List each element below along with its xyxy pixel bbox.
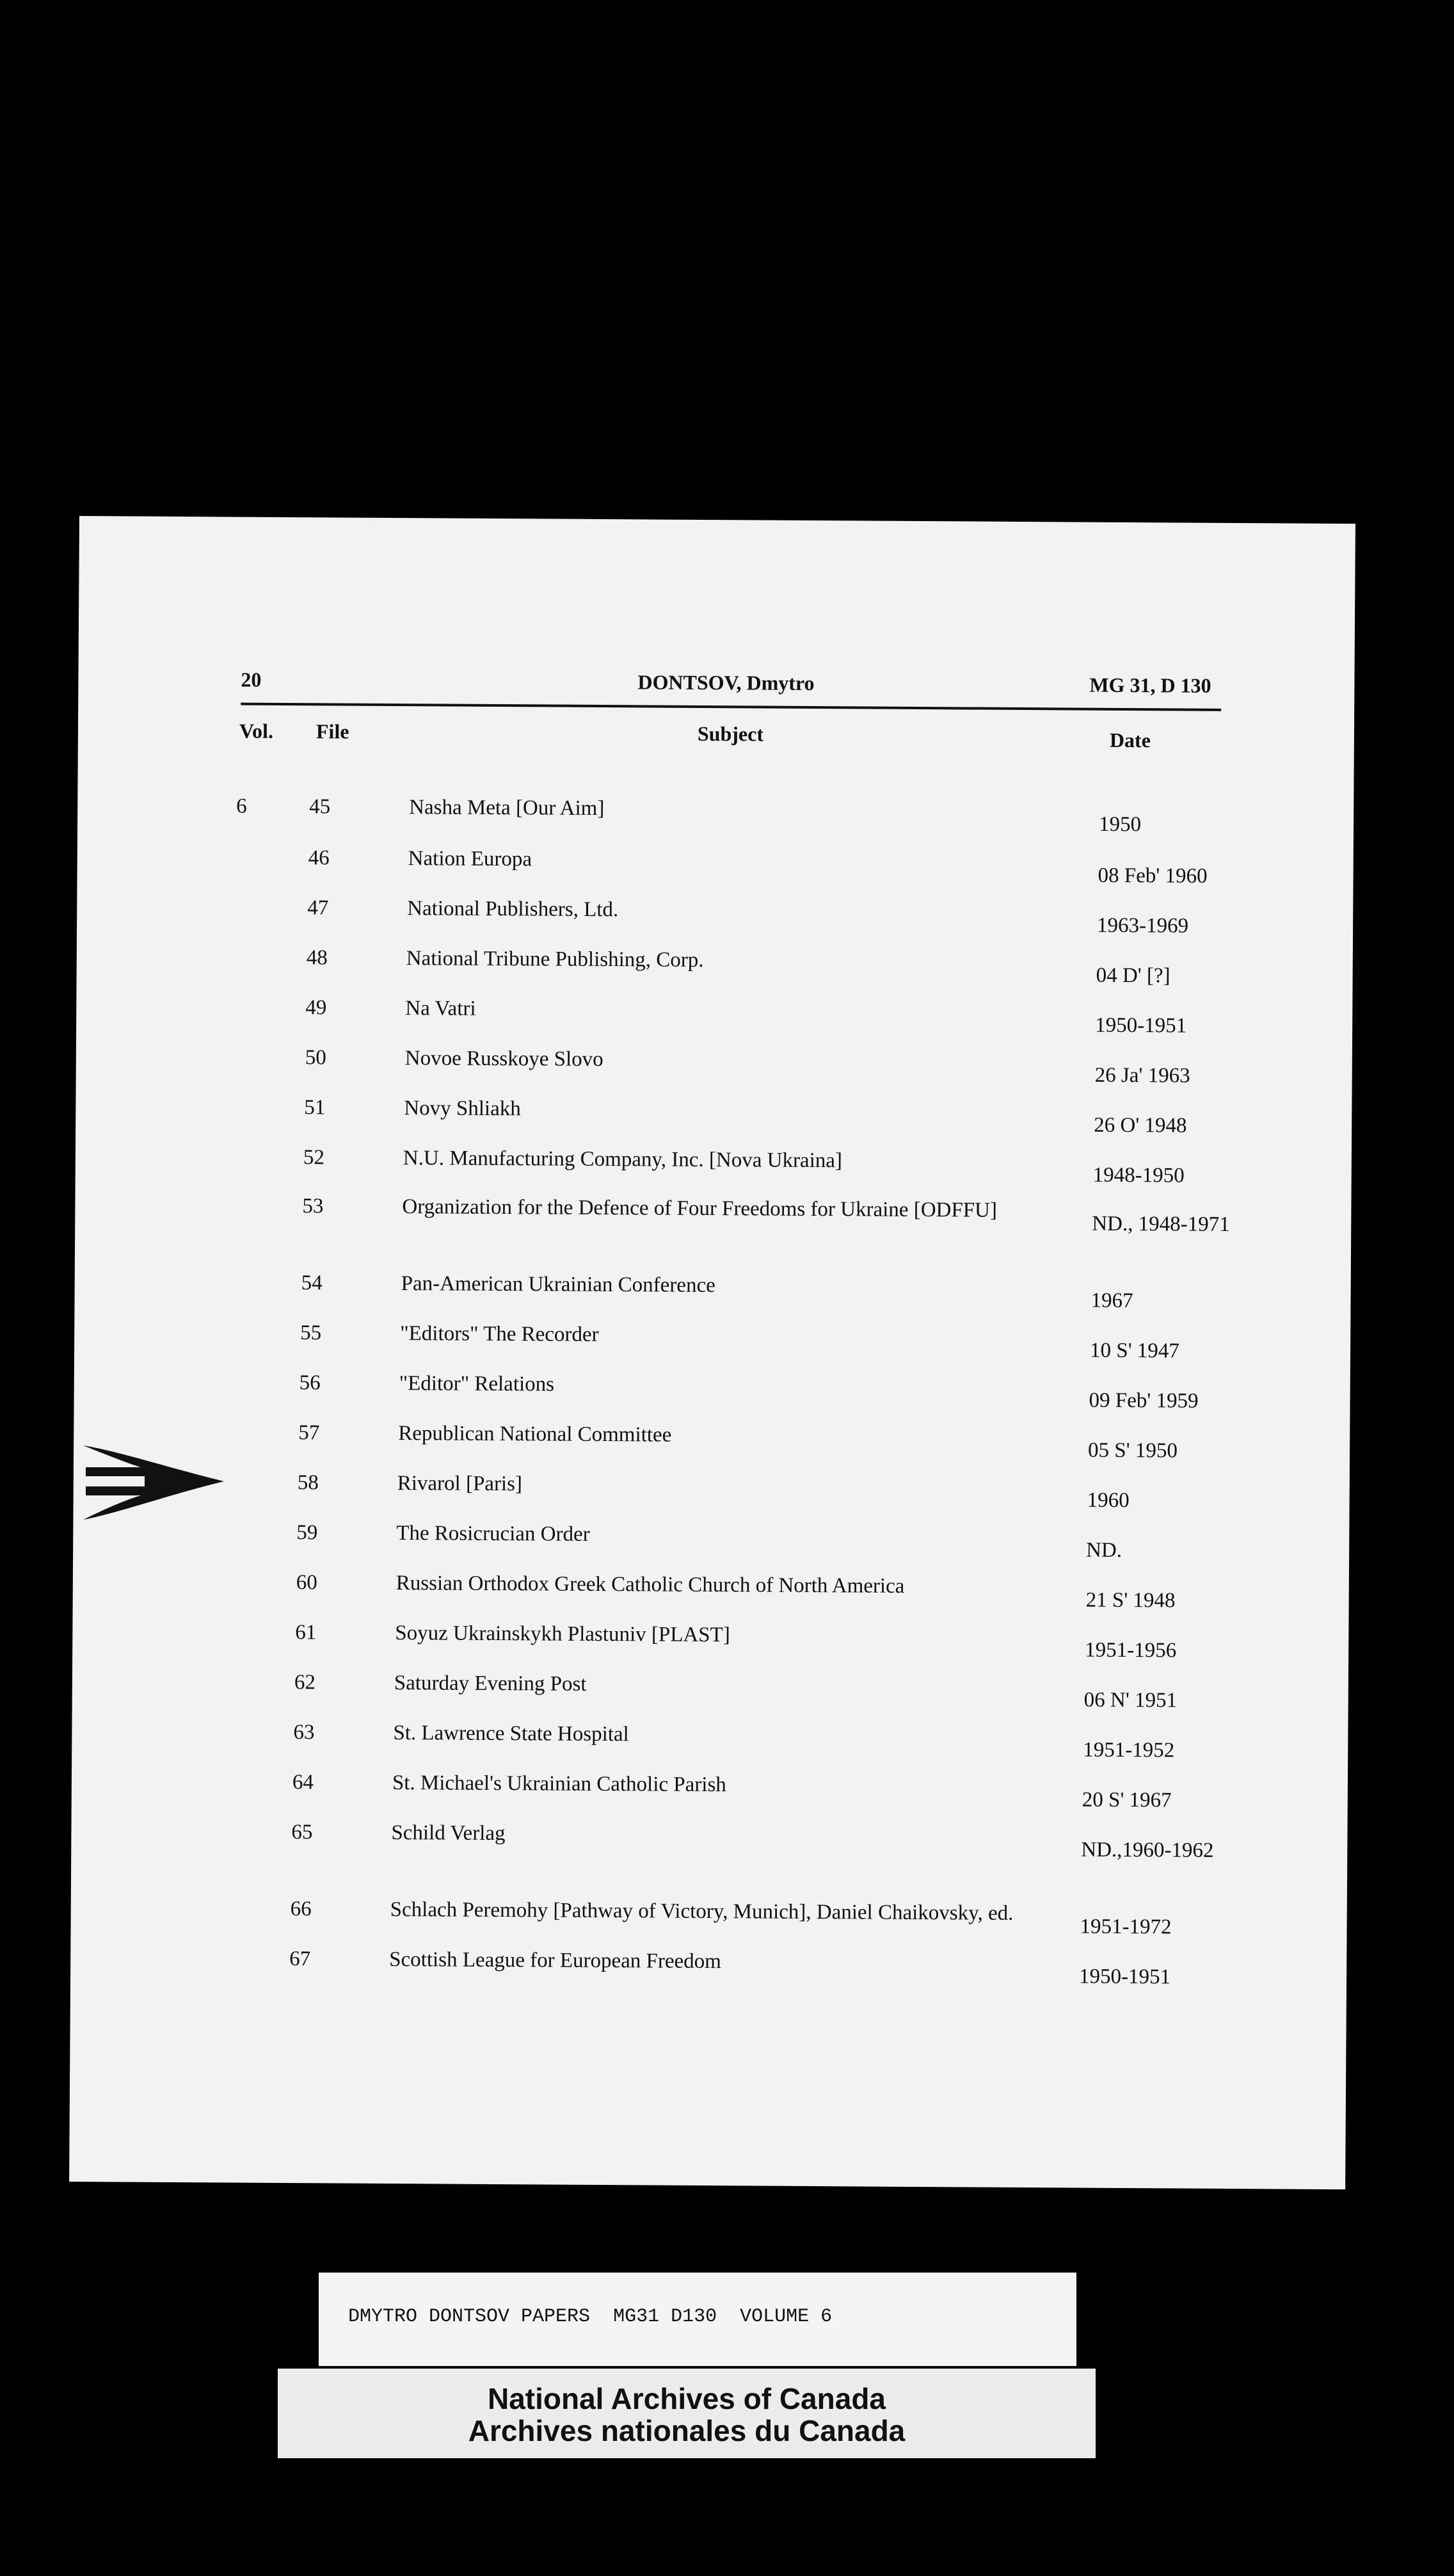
table-row [77,895,1353,938]
table-row [76,1045,1352,1088]
subject-cell: Schlach Peremohy [Pathway of Victory, Munich], Daniel Chaikovsky, ed. [390,1898,1014,1925]
subject-cell: Schild Verlag [391,1821,506,1846]
table-row [76,1095,1352,1138]
file-cell: 48 [306,946,328,970]
file-cell: 55 [300,1321,322,1345]
file-cell: 60 [296,1571,317,1595]
table-row [73,1570,1349,1613]
date-cell: 06 N' 1951 [1083,1688,1178,1712]
file-cell: 66 [290,1897,312,1921]
subject-cell: Novoe Russkoye Slovo [404,1047,603,1072]
header-rule [241,703,1221,711]
subject-cell: Scottish League for European Freedom [389,1948,722,1974]
date-cell: 1951-1956 [1085,1638,1177,1662]
subject-cell: Russian Orthodox Greek Catholic Church of North America [395,1572,905,1598]
file-cell: 63 [293,1721,315,1744]
file-cell: 54 [301,1271,323,1295]
subject-cell: Nation Europa [408,847,532,871]
archive-name-fr: Archives nationales du Canada [468,2414,906,2447]
file-cell: 62 [294,1671,316,1695]
subject-cell: Rivarol [Paris] [397,1472,523,1496]
subject-cell: Pan-American Ukrainian Conference [401,1272,715,1298]
vol-cell: 6 [236,794,247,818]
table-row [70,1946,1346,1989]
date-cell: 04 D' [?] [1096,963,1170,988]
date-cell: 08 Feb' 1960 [1098,864,1208,888]
subject-cell: "Editors" The Recorder [400,1322,599,1346]
file-cell: 65 [291,1821,313,1844]
date-cell: ND., 1948-1971 [1092,1212,1230,1237]
date-cell: 1963-1969 [1097,914,1189,938]
table-row [72,1620,1348,1662]
subject-cell: "Editor" Relations [399,1372,555,1396]
date-cell: 21 S' 1948 [1085,1588,1176,1613]
subject-cell: Saturday Evening Post [394,1671,587,1696]
column-header-date: Date [1109,728,1151,752]
table-row [77,794,1354,837]
table-row [73,1520,1349,1562]
file-cell: 64 [292,1771,314,1794]
date-cell: 1950-1951 [1095,1013,1187,1038]
table-row [74,1370,1350,1413]
date-cell: 1950 [1098,812,1142,837]
file-cell: 47 [307,896,329,920]
subject-cell: St. Lawrence State Hospital [393,1721,629,1746]
subject-cell: Republican National Committee [398,1422,672,1447]
subject-cell: National Tribune Publishing, Corp. [406,947,704,972]
file-cell: 67 [289,1947,311,1971]
subject-cell: Soyuz Ukrainskykh Plastuniv [PLAST] [395,1622,730,1647]
subject-cell: National Publishers, Ltd. [407,897,619,922]
subject-cell: Na Vatri [405,997,476,1020]
date-cell: 05 S' 1950 [1088,1438,1178,1463]
file-cell: 49 [305,996,327,1020]
table-row [77,845,1354,888]
table-row [71,1896,1347,1939]
reel-label: DMYTRO DONTSOV PAPERS MG31 D130 VOLUME 6 [319,2273,1076,2366]
date-cell: 1951-1952 [1083,1738,1175,1762]
document-page [69,516,1355,2189]
file-cell: 56 [299,1371,321,1395]
pointing-arrow-icon [83,1440,227,1524]
subject-cell: N.U. Manufacturing Company, Inc. [Nova Ukraina] [403,1147,843,1173]
table-row [74,1420,1350,1463]
date-cell: 20 S' 1967 [1082,1788,1172,1812]
table-row [77,945,1353,988]
date-cell: 10 S' 1947 [1089,1339,1179,1363]
column-header-subject: Subject [697,721,764,746]
column-header-vol: Vol. [239,719,274,743]
subject-cell: St. Michael's Ukrainian Catholic Parish [392,1771,726,1797]
subject-cell: The Rosicrucian Order [396,1522,590,1546]
file-cell: 61 [295,1621,317,1645]
table-row [72,1819,1348,1862]
date-cell: ND.,1960-1962 [1081,1838,1214,1862]
file-cell: 45 [309,795,331,819]
subject-cell: Organization for the Defence of Four Freedoms for Ukraine [ODFFU] [402,1195,998,1222]
file-cell: 58 [297,1471,319,1495]
table-row [76,995,1352,1038]
date-cell: ND. [1086,1538,1122,1562]
table-row [76,1193,1352,1237]
file-cell: 57 [298,1421,320,1445]
reference-code: MG 31, D 130 [1089,673,1211,697]
date-cell: 1948-1950 [1092,1163,1185,1187]
table-row [74,1470,1350,1513]
file-cell: 52 [303,1146,324,1170]
table-row [74,1320,1350,1363]
file-cell: 53 [302,1195,324,1218]
date-cell: 1951-1972 [1080,1915,1172,1939]
subject-cell: Nasha Meta [Our Aim] [409,796,605,821]
date-cell: 26 O' 1948 [1094,1113,1187,1138]
file-cell: 51 [304,1096,326,1120]
table-row [75,1270,1351,1313]
table-row [76,1145,1352,1187]
table-row [72,1769,1348,1812]
archive-label [278,2369,1096,2458]
file-cell: 46 [308,846,330,870]
date-cell: 1967 [1090,1289,1133,1313]
date-cell: 26 Ja' 1963 [1094,1063,1190,1088]
table-row [72,1670,1348,1712]
table-row [72,1719,1348,1762]
page-title: DONTSOV, Dmytro [637,670,815,695]
date-cell: 09 Feb' 1959 [1089,1389,1199,1413]
date-cell: 1950-1951 [1078,1965,1171,1989]
date-cell: 1960 [1087,1488,1130,1513]
file-cell: 50 [305,1046,326,1070]
column-header-file: File [316,720,349,743]
subject-cell: Novy Shliakh [404,1097,521,1121]
page-number: 20 [241,668,262,691]
file-cell: 59 [296,1521,318,1545]
archive-name-en: National Archives of Canada [487,2382,886,2415]
